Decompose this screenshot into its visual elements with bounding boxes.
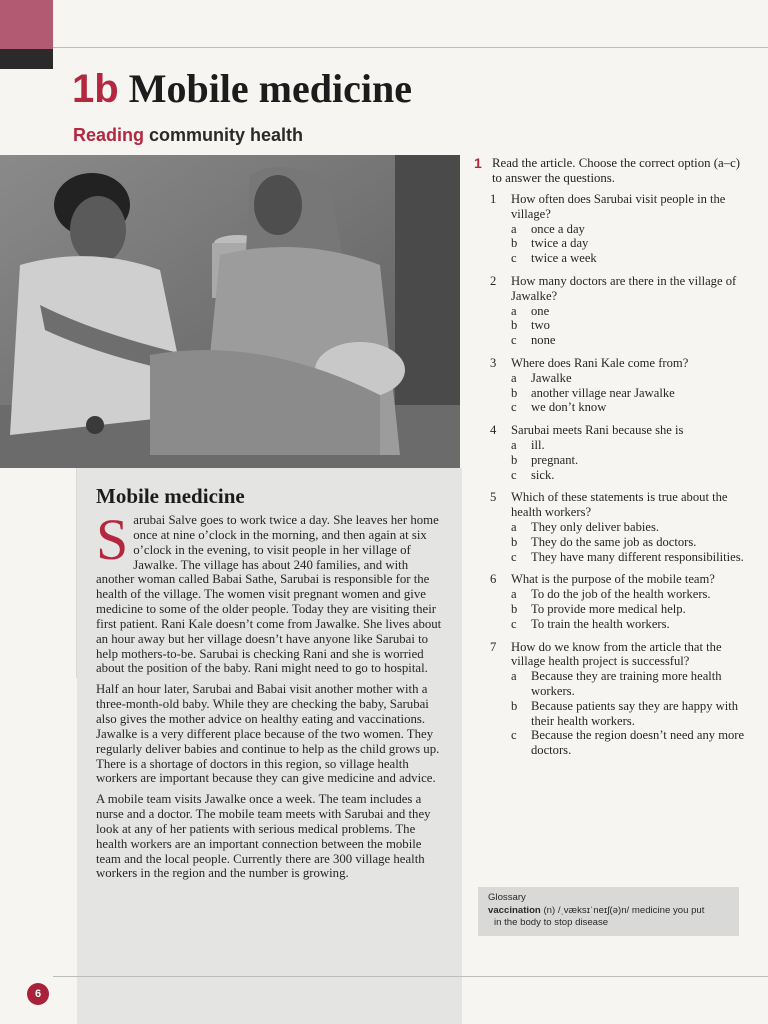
article-photo [0, 155, 460, 468]
answer-option[interactable] [511, 669, 745, 699]
glossary-heading: Glossary [488, 892, 526, 903]
option-letter: a [511, 519, 517, 534]
top-divider [53, 47, 768, 48]
option-letter: b [511, 452, 518, 467]
option-text: once a day [531, 221, 585, 236]
option-text: one [531, 303, 550, 318]
question-text: Where does Rani Kale come from? [511, 355, 689, 370]
option-text: twice a day [531, 236, 589, 251]
question-item [490, 274, 745, 348]
option-letter: c [511, 728, 517, 743]
option-letter: a [511, 303, 517, 318]
question-number: 7 [490, 639, 497, 654]
question-number: 3 [490, 355, 497, 370]
question-number: 2 [490, 273, 497, 288]
question-number: 4 [490, 423, 497, 438]
answer-option[interactable] [511, 236, 745, 251]
option-letter: c [511, 616, 517, 631]
option-text: sick. [531, 467, 555, 482]
option-letter: b [511, 236, 518, 251]
option-text: Because they are training more health workers. [531, 669, 722, 698]
answer-option[interactable] [511, 438, 745, 453]
answer-option[interactable] [511, 222, 745, 237]
option-text: none [531, 333, 556, 348]
exercise-instruction [474, 156, 744, 186]
option-text: They do the same job as doctors. [531, 534, 697, 549]
option-text: They have many different responsibilities. [531, 549, 744, 564]
answer-option[interactable] [511, 453, 745, 468]
photo-illustration [0, 155, 460, 468]
glossary-entry [488, 905, 729, 930]
answer-option[interactable] [511, 587, 745, 602]
option-text: To do the job of the health workers. [531, 587, 711, 602]
option-letter: a [511, 221, 517, 236]
option-text: ill. [531, 437, 545, 452]
question-item [490, 490, 745, 564]
answer-option[interactable] [511, 371, 745, 386]
option-letter: b [511, 534, 518, 549]
option-letter: a [511, 669, 517, 684]
answer-option[interactable] [511, 535, 745, 550]
page-title [72, 64, 412, 114]
article-title: Mobile medicine [96, 484, 245, 508]
option-text: Jawalke [531, 370, 572, 385]
exercise-number: 1 [474, 155, 482, 171]
section-topic: community health [149, 125, 304, 145]
answer-option[interactable] [511, 520, 745, 535]
question-item [490, 572, 745, 631]
option-text: Because the region doesn’t need any more doctors. [531, 728, 745, 758]
question-list [490, 192, 745, 766]
answer-option[interactable] [511, 333, 745, 348]
option-letter: c [511, 467, 517, 482]
answer-option[interactable] [511, 617, 745, 632]
question-text: How many doctors are there in the village of Jawalke? [511, 273, 737, 303]
page-number: 6 [27, 983, 49, 1005]
section-label: Reading [73, 125, 145, 145]
option-text: They only deliver babies. [531, 519, 659, 534]
option-letter: b [511, 698, 518, 713]
option-letter: a [511, 587, 517, 602]
option-text: To train the health workers. [531, 616, 670, 631]
question-item [490, 356, 745, 415]
option-letter: c [511, 251, 517, 266]
drop-cap: S [96, 507, 129, 572]
option-text: To provide more medical help. [531, 601, 686, 616]
answer-option[interactable] [511, 251, 745, 266]
answer-option[interactable] [511, 386, 745, 401]
question-text: What is the purpose of the mobile team? [511, 572, 715, 587]
question-text: How do we know from the article that the village health project is successful? [511, 639, 722, 669]
question-item [490, 192, 745, 266]
answer-option[interactable] [511, 728, 745, 758]
option-letter: b [511, 318, 518, 333]
option-letter: a [511, 437, 517, 452]
article-paragraph [96, 507, 448, 676]
glossary-box [478, 887, 739, 936]
paragraph-text: arubai Salve goes to work twice a day. She leaves her home once at nine o’clock in the morning, and then again at six o’clock in the evening, to visit people in her village of Jawalke. The village has about 240 families, and with another woman called Babai Sathe, Sarubai is responsible for the health of the village. The women visit pregnant women and give medicine to some of the older people. Today they are visiting their first patient. Rani Kale doesn’t come from Jawalke. She lives about an hour away but her village doesn’t have anyone like Sarubai to help mothers-to-be. Sarubai is checking Rani and she is worried about the position of the baby. Rani might need to go to hospital. [96, 513, 442, 676]
option-text: twice a week [531, 251, 597, 266]
option-letter: c [511, 549, 517, 564]
option-text: pregnant. [531, 452, 579, 467]
corner-color-block [0, 0, 53, 49]
glossary-pronunciation: /ˌvæksɪˈneɪʃ(ə)n/ [557, 904, 630, 916]
option-letter: c [511, 400, 517, 415]
article-paragraph: Half an hour later, Sarubai and Babai visit another mother with a three-month-old baby. While they are checking the baby, Sarubai also gives the mother advice on healthy eating and vaccinations. Jawalke is a very different place because of the two women. They regularly deliver babies and continue to help as the child grows up. There is a shortage of doctors in this region, so village health workers are important because they can give medicine and advice. [96, 682, 440, 786]
question-text: How often does Sarubai visit people in the village? [511, 192, 726, 221]
question-item [490, 640, 745, 758]
glossary-definition-cont: in the body to stop disease [494, 917, 609, 928]
article-body [96, 507, 448, 887]
corner-dark-block [0, 49, 53, 69]
question-number: 6 [490, 572, 497, 587]
question-number: 5 [490, 490, 497, 505]
answer-option[interactable] [511, 304, 745, 319]
option-text: Because patients say they are happy with their health workers. [531, 698, 739, 728]
option-letter: b [511, 601, 518, 616]
answer-option[interactable] [511, 318, 745, 333]
question-text: Which of these statements is true about the health workers? [511, 490, 728, 520]
answer-option[interactable] [511, 550, 745, 565]
unit-number: 1b [72, 67, 119, 111]
option-text: we don’t know [531, 400, 607, 415]
glossary-pos: (n) [543, 904, 556, 916]
option-letter: b [511, 385, 518, 400]
answer-option[interactable] [511, 699, 745, 729]
option-text: two [531, 318, 550, 333]
question-item [490, 423, 745, 482]
left-margin-edge [0, 468, 77, 678]
option-text: another village near Jawalke [531, 385, 675, 400]
question-number: 1 [490, 192, 497, 206]
glossary-term: vaccination [488, 904, 541, 916]
unit-title: Mobile medicine [128, 66, 412, 111]
instruction-text: Read the article. Choose the correct option (a–c) to answer the questions. [492, 156, 741, 185]
option-letter: c [511, 333, 517, 348]
article-paragraph: A mobile team visits Jawalke once a week. The team includes a nurse and a doctor. The mobile team meets with Sarubai and they look at any of her patients with serious medical problems. The health workers are an important connection between the mobile team and the local people. Currently there are 300 village health workers in the region and the number is growing. [96, 792, 431, 881]
question-text: Sarubai meets Rani because she is [511, 423, 684, 438]
glossary-definition: medicine you put [631, 904, 705, 916]
answer-option[interactable] [511, 400, 745, 415]
answer-option[interactable] [511, 468, 745, 483]
bottom-divider [53, 976, 768, 977]
section-heading [73, 125, 303, 146]
answer-option[interactable] [511, 602, 745, 617]
option-letter: a [511, 370, 517, 385]
